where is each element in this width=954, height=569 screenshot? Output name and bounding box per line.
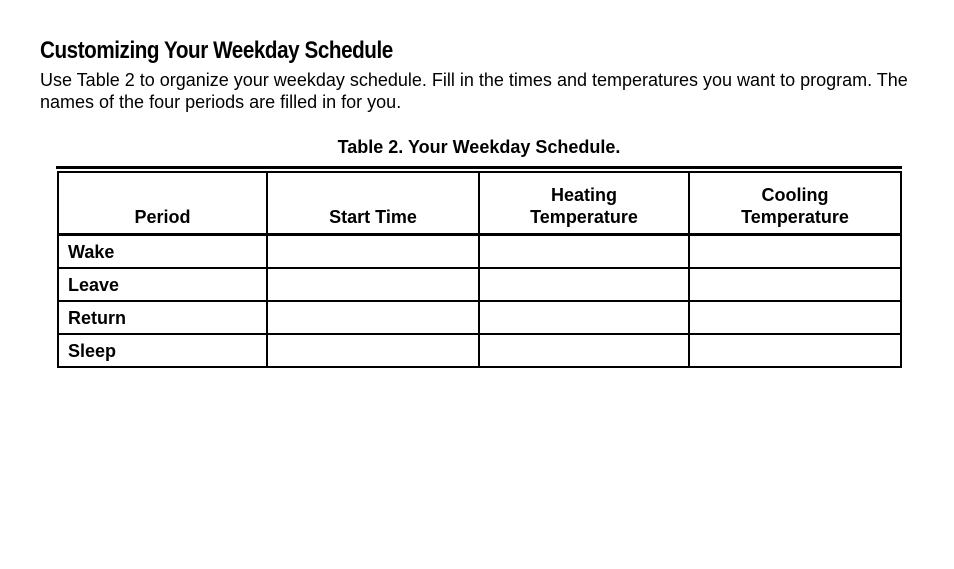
start-time-cell-return[interactable] — [267, 301, 479, 334]
period-cell-sleep: Sleep — [58, 334, 267, 367]
table-caption: Table 2. Your Weekday Schedule. — [337, 137, 621, 157]
heating-cell-sleep[interactable] — [479, 334, 689, 367]
header-heating-line1: Heating — [550, 185, 617, 205]
table-row-sleep — [58, 334, 901, 367]
header-cooling-line2: Temperature — [741, 207, 849, 227]
cooling-cell-sleep[interactable] — [689, 334, 901, 367]
page-title: Customizing Your Weekday Schedule — [40, 37, 393, 64]
period-cell-return: Return — [58, 301, 267, 334]
start-time-cell-sleep[interactable] — [267, 334, 479, 367]
header-start-time-line2: Start Time — [329, 207, 417, 227]
heating-cell-return[interactable] — [479, 301, 689, 334]
start-time-cell-wake[interactable] — [267, 235, 479, 269]
intro-paragraph: Use Table 2 to organize your weekday schedule. Fill in the times and temperatures you want to program. The names of the four periods are filled in for you. — [40, 70, 908, 112]
header-heating-line2: Temperature — [530, 207, 638, 227]
period-cell-leave: Leave — [58, 268, 267, 301]
period-cell-wake: Wake — [58, 235, 267, 269]
cooling-cell-return[interactable] — [689, 301, 901, 334]
header-period-line2: Period — [134, 207, 191, 227]
cooling-cell-wake[interactable] — [689, 235, 901, 269]
table-header-row — [58, 172, 901, 235]
start-time-cell-leave[interactable] — [267, 268, 479, 301]
header-period — [58, 172, 267, 235]
header-heating-temperature — [479, 172, 689, 235]
header-start-time — [267, 172, 479, 235]
table-row-return — [58, 301, 901, 334]
table-top-rule — [56, 166, 902, 169]
heating-cell-wake[interactable] — [479, 235, 689, 269]
table-row-leave — [58, 268, 901, 301]
header-cooling-line1: Cooling — [761, 185, 829, 205]
heating-cell-leave[interactable] — [479, 268, 689, 301]
cooling-cell-leave[interactable] — [689, 268, 901, 301]
header-cooling-temperature — [689, 172, 901, 235]
table-row-wake — [58, 235, 901, 269]
weekday-schedule-table — [57, 171, 902, 368]
